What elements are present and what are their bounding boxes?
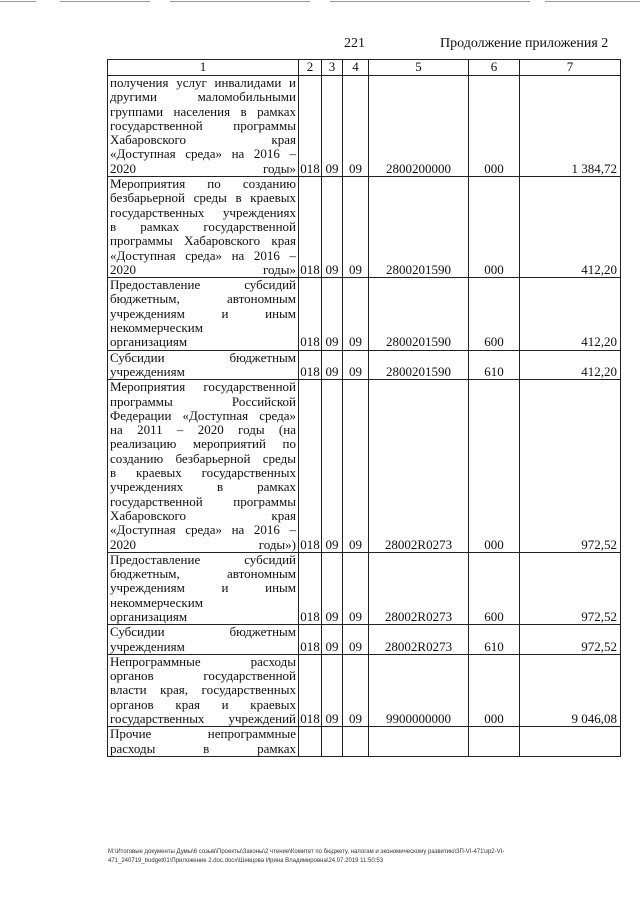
top-scan-artifact [0,0,640,5]
description-line: программы Российской [110,393,296,409]
cell-c2: 018 [299,76,322,177]
description-line: расходы в рамках [110,740,296,756]
description-line: Мероприятия государственной [110,379,296,395]
cell-c2: 018 [299,625,322,655]
table-row [108,76,621,177]
description-line: программы Хабаровского края [110,233,296,249]
description-line: получения услуг инвалидами и [110,75,296,90]
cell-c3: 09 [322,177,343,278]
header-cell: 4 [343,60,369,76]
cell-c5: 2800201590 [369,350,469,380]
cell-c6: 000 [469,654,520,726]
row-description [108,177,299,278]
description-line: Предоставление субсидий [110,551,296,567]
description-line: в краевых государственных [110,465,296,481]
row-description [108,727,299,757]
row-description [108,625,299,655]
cell-c4: 09 [343,380,369,553]
header-cell: 2 [299,60,322,76]
cell-c7: 412,20 [520,278,621,350]
description-line: учреждениях в рамках [110,479,296,495]
description-line: государственных учреждений [110,711,296,727]
cell-c7: 972,52 [520,380,621,553]
cell-c5 [369,727,469,757]
cell-c7: 972,52 [520,552,621,624]
cell-c5: 9900000000 [369,654,469,726]
description-line: государственных учреждениях [110,204,296,220]
description-line: группами населения в рамках [110,103,296,119]
cell-c2 [299,727,322,757]
page-number: 221 [344,36,365,51]
description-line: «Доступная среда» на 2016 – [110,146,296,162]
table-row [108,727,621,757]
cell-c6: 000 [469,380,520,553]
description-line: «Доступная среда» на 2016 – [110,522,296,538]
cell-c3: 09 [322,350,343,380]
cell-c6: 600 [469,552,520,624]
description-line: органов государственной [110,668,296,684]
description-line: в рамках государственной [110,218,296,234]
header-cell: 1 [108,60,299,76]
cell-c3 [322,727,343,757]
row-description [108,380,299,553]
header-cell: 6 [469,60,520,76]
cell-c6: 600 [469,278,520,350]
cell-c2: 018 [299,552,322,624]
cell-c7: 1 384,72 [520,76,621,177]
cell-c2: 018 [299,177,322,278]
table-row [108,654,621,726]
row-description [108,76,299,177]
row-description [108,350,299,380]
description-line: 2020 годы» [110,261,296,277]
cell-c6: 000 [469,76,520,177]
cell-c4: 09 [343,654,369,726]
cell-c6 [469,727,520,757]
cell-c5: 2800200000 [369,76,469,177]
description-line: «Доступная среда» на 2016 – [110,247,296,263]
description-line: Субсидии бюджетным [110,624,296,640]
row-description [108,654,299,726]
description-line: Мероприятия по созданию [110,176,296,192]
header-cell: 7 [520,60,621,76]
cell-c5: 28002R0273 [369,625,469,655]
cell-c3: 09 [322,278,343,350]
cell-c3: 09 [322,654,343,726]
running-head: Продолжение приложения 2 [440,36,609,51]
description-line: учреждениям и иным [110,305,296,321]
cell-c2: 018 [299,380,322,553]
cell-c6: 000 [469,177,520,278]
cell-c7: 412,20 [520,350,621,380]
cell-c2: 018 [299,350,322,380]
cell-c6: 610 [469,625,520,655]
cell-c4: 09 [343,76,369,177]
description-line: 2020 годы») [110,536,296,552]
table-row [108,625,621,655]
description-line: организациям [110,608,188,624]
header-row [108,60,621,76]
cell-c2: 018 [299,278,322,350]
cell-c6: 610 [469,350,520,380]
description-line: государственной программы [110,493,296,509]
cell-c2: 018 [299,654,322,726]
cell-c3: 09 [322,625,343,655]
description-line: 2020 годы» [110,160,296,176]
description-line: некоммерческим [110,320,203,336]
description-line: власти края, государственных [110,682,296,698]
footer-line: 471_240719_budget01\Приложение 2.doc.docx\Шевцова Ирина Владимировна\24.07.2019 11:50:53 [108,858,384,864]
cell-c7 [520,727,621,757]
cell-c4: 09 [343,350,369,380]
description-line: учреждениям [110,363,185,379]
description-line: некоммерческим [110,594,203,610]
description-line: учреждениям и иным [110,580,296,596]
description-line: бюджетным, автономным [110,291,296,307]
cell-c5: 28002R0273 [369,552,469,624]
row-description [108,278,299,350]
table-row [108,552,621,624]
description-line: Непрограммные расходы [110,653,296,669]
description-line: бюджетным, автономным [110,566,296,582]
table-row [108,350,621,380]
description-line: другими маломобильными [110,89,296,105]
row-description [108,552,299,624]
cell-c3: 09 [322,380,343,553]
description-line: Хабаровского края [110,507,296,523]
header-cell: 3 [322,60,343,76]
footer-line: M:\Итоговые документы Думы\6 созыв\Проекты\Законы\2 чтение\Комитет по бюджету, налогам и экономическому развитию\3П-VI-471\зр2-VI- [108,849,505,855]
cell-c4: 09 [343,278,369,350]
cell-c3: 09 [322,552,343,624]
cell-c7: 972,52 [520,625,621,655]
description-line: Субсидии бюджетным [110,349,296,365]
budget-table [107,59,621,757]
description-line: на 2011 – 2020 годы (на [110,422,296,438]
description-line: реализацию мероприятий по [110,436,296,452]
cell-c4: 09 [343,177,369,278]
description-line: Федерации «Доступная среда» [110,407,296,423]
description-line: организациям [110,334,188,350]
cell-c4: 09 [343,625,369,655]
file-path-footer [108,848,616,866]
cell-c5: 28002R0273 [369,380,469,553]
cell-c3: 09 [322,76,343,177]
description-line: созданию безбарьерной среды [110,450,296,466]
table-row [108,177,621,278]
cell-c7: 412,20 [520,177,621,278]
table-row [108,278,621,350]
description-line: государственной программы [110,117,296,133]
table-row [108,380,621,553]
description-line: учреждениям [110,638,185,654]
description-line: Прочие непрограммные [110,726,296,742]
cell-c4 [343,727,369,757]
cell-c7: 9 046,08 [520,654,621,726]
description-line: безбарьерной среды в краевых [110,190,296,206]
cell-c5: 2800201590 [369,177,469,278]
description-line: Хабаровского края [110,132,296,148]
cell-c5: 2800201590 [369,278,469,350]
description-line: Предоставление субсидий [110,277,296,293]
cell-c4: 09 [343,552,369,624]
description-line: органов края и краевых [110,696,296,712]
header-cell: 5 [369,60,469,76]
